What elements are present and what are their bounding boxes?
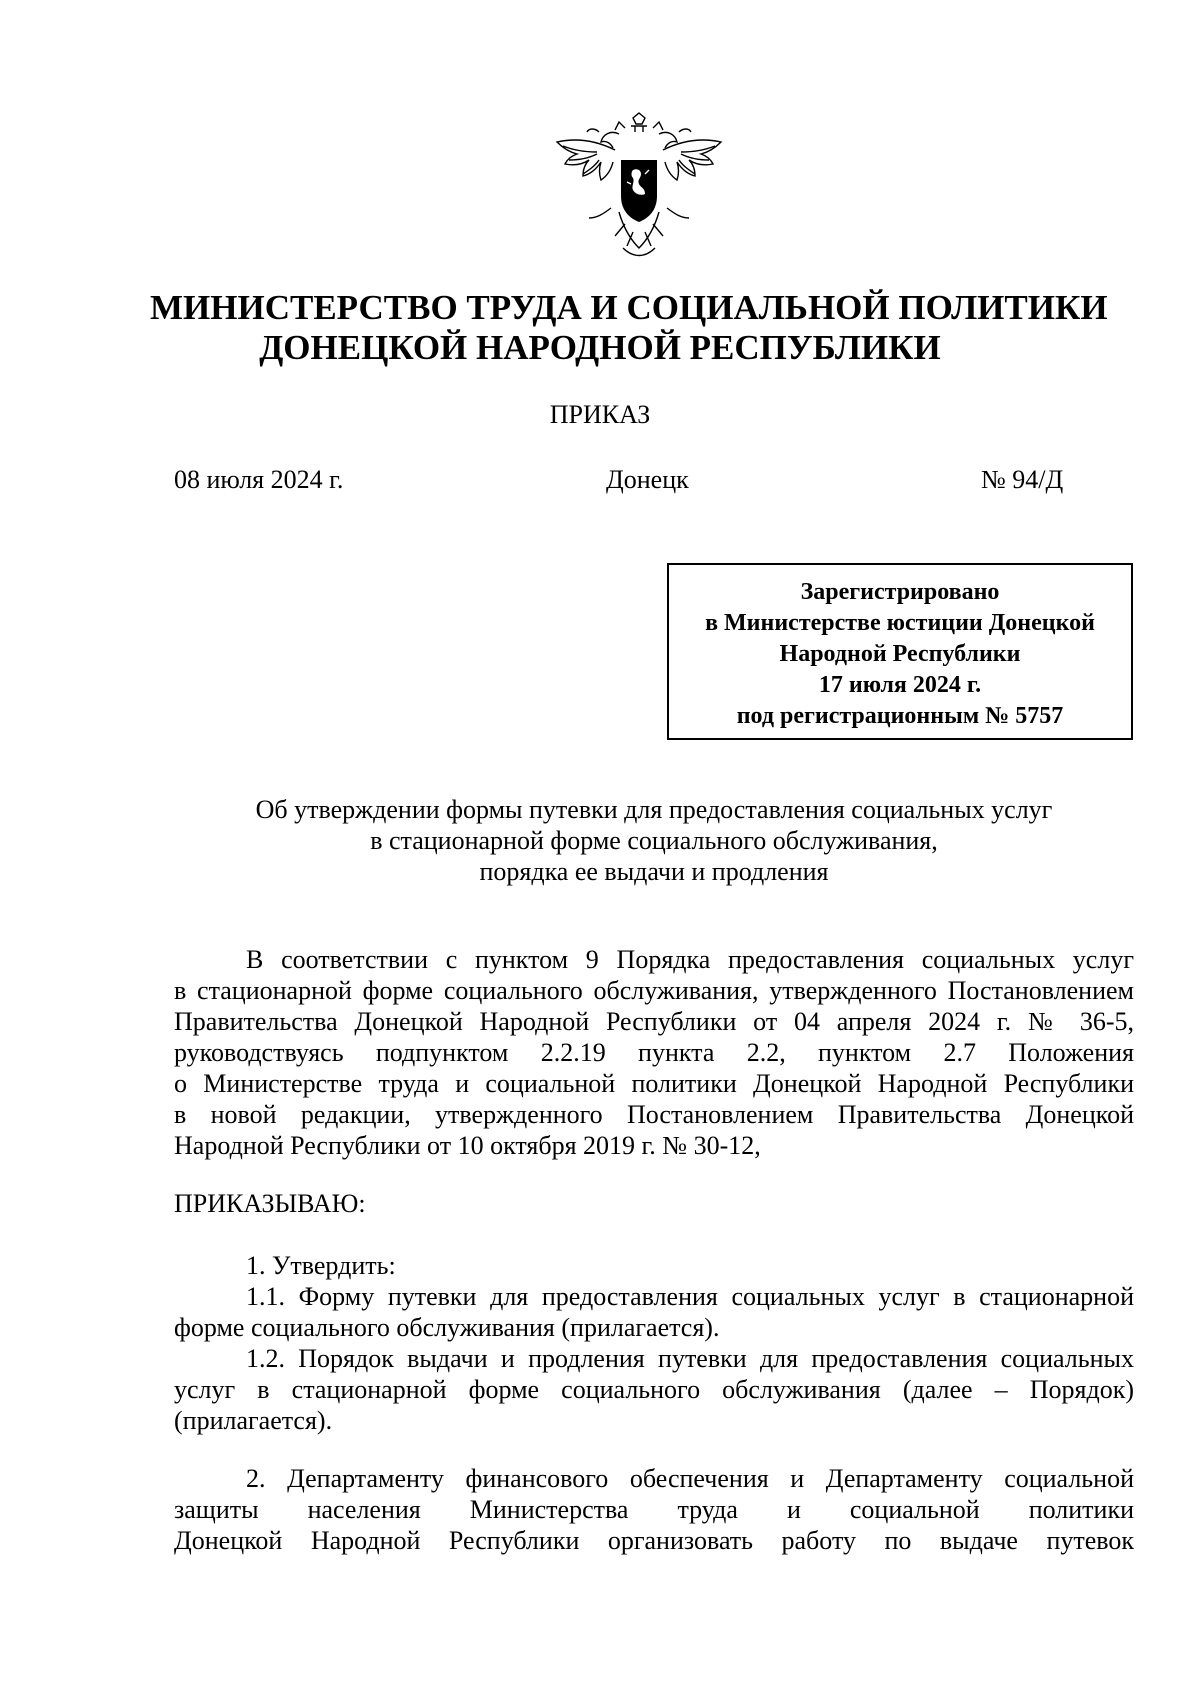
paragraph-line: Народной Республики от 10 октября 2019 г. № 30-12, <box>174 1131 761 1160</box>
paragraph-line: руководствуясь подпунктом 2.2.19 пункта 2.2, пунктом 2.7 Положения <box>174 1038 1134 1067</box>
registration-line: Зарегистрировано <box>800 579 1000 605</box>
paragraph-line: В соответствии с пунктом 9 Порядка предоставления социальных услуг <box>246 945 1134 974</box>
order-city: Донецк <box>606 465 689 494</box>
preamble-paragraph <box>174 944 1134 1161</box>
ministry-name <box>150 288 1108 368</box>
registration-stamp <box>667 563 1133 740</box>
document-type-title: ПРИКАЗ <box>549 400 651 429</box>
subject-line: в стационарной форме социального обслуживания, <box>370 826 938 855</box>
order-directive-word <box>174 1188 1134 1219</box>
item-2-line: Донецкой Народной Республики организовать работу по выдаче путевок <box>174 1526 1134 1555</box>
registration-line: в Министерстве юстиции Донецкой <box>705 610 1095 636</box>
item-1-title: 1. Утвердить: <box>246 1251 396 1280</box>
registration-line: под регистрационным № 5757 <box>736 703 1064 729</box>
item-1-2-line: 1.2. Порядок выдачи и продления путевки для предоставления социальных <box>246 1344 1134 1373</box>
paragraph-line: Правительства Донецкой Народной Республики от 04 апреля 2024 г. № 36-5, <box>174 1007 1134 1036</box>
order-subject <box>174 794 1134 887</box>
item-1-2-line: услуг в стационарной форме социального обслуживания (далее – Порядок) <box>174 1375 1134 1404</box>
order-date: 08 июля 2024 г. <box>174 465 344 494</box>
registration-line: 17 июля 2024 г. <box>818 672 982 698</box>
ministry-line: ДОНЕЦКОЙ НАРОДНОЙ РЕСПУБЛИКИ <box>259 328 941 367</box>
subject-line: порядка ее выдачи и продления <box>479 857 829 886</box>
registration-line: Народной Республики <box>779 641 1021 667</box>
paragraph-line: в стационарной форме социального обслуживания, утвержденного Постановлением <box>174 976 1134 1005</box>
item-2-line: 2. Департаменту финансового обеспечения и Департаменту социальной <box>246 1464 1134 1493</box>
item-1 <box>174 1250 1134 1436</box>
ministry-line: МИНИСТЕРСТВО ТРУДА И СОЦИАЛЬНОЙ ПОЛИТИКИ <box>150 288 1108 327</box>
paragraph-line: в новой редакции, утвержденного Постановлением Правительства Донецкой <box>174 1100 1134 1129</box>
subject-line: Об утверждении формы путевки для предоставления социальных услуг <box>255 795 1053 824</box>
order-number: № 94/Д <box>981 465 1064 494</box>
item-2 <box>174 1463 1134 1556</box>
item-1-2-line: (прилагается). <box>174 1406 333 1435</box>
item-1-1-line: форме социального обслуживания (прилагается). <box>174 1313 720 1342</box>
directive-word: ПРИКАЗЫВАЮ: <box>174 1189 366 1218</box>
item-2-line: защиты населения Министерства труда и социальной политики <box>174 1495 1134 1524</box>
paragraph-line: о Министерстве труда и социальной политики Донецкой Народной Республики <box>174 1069 1134 1098</box>
coat-of-arms-icon <box>553 112 725 264</box>
item-1-1-line: 1.1. Форму путевки для предоставления социальных услуг в стационарной <box>246 1282 1134 1311</box>
